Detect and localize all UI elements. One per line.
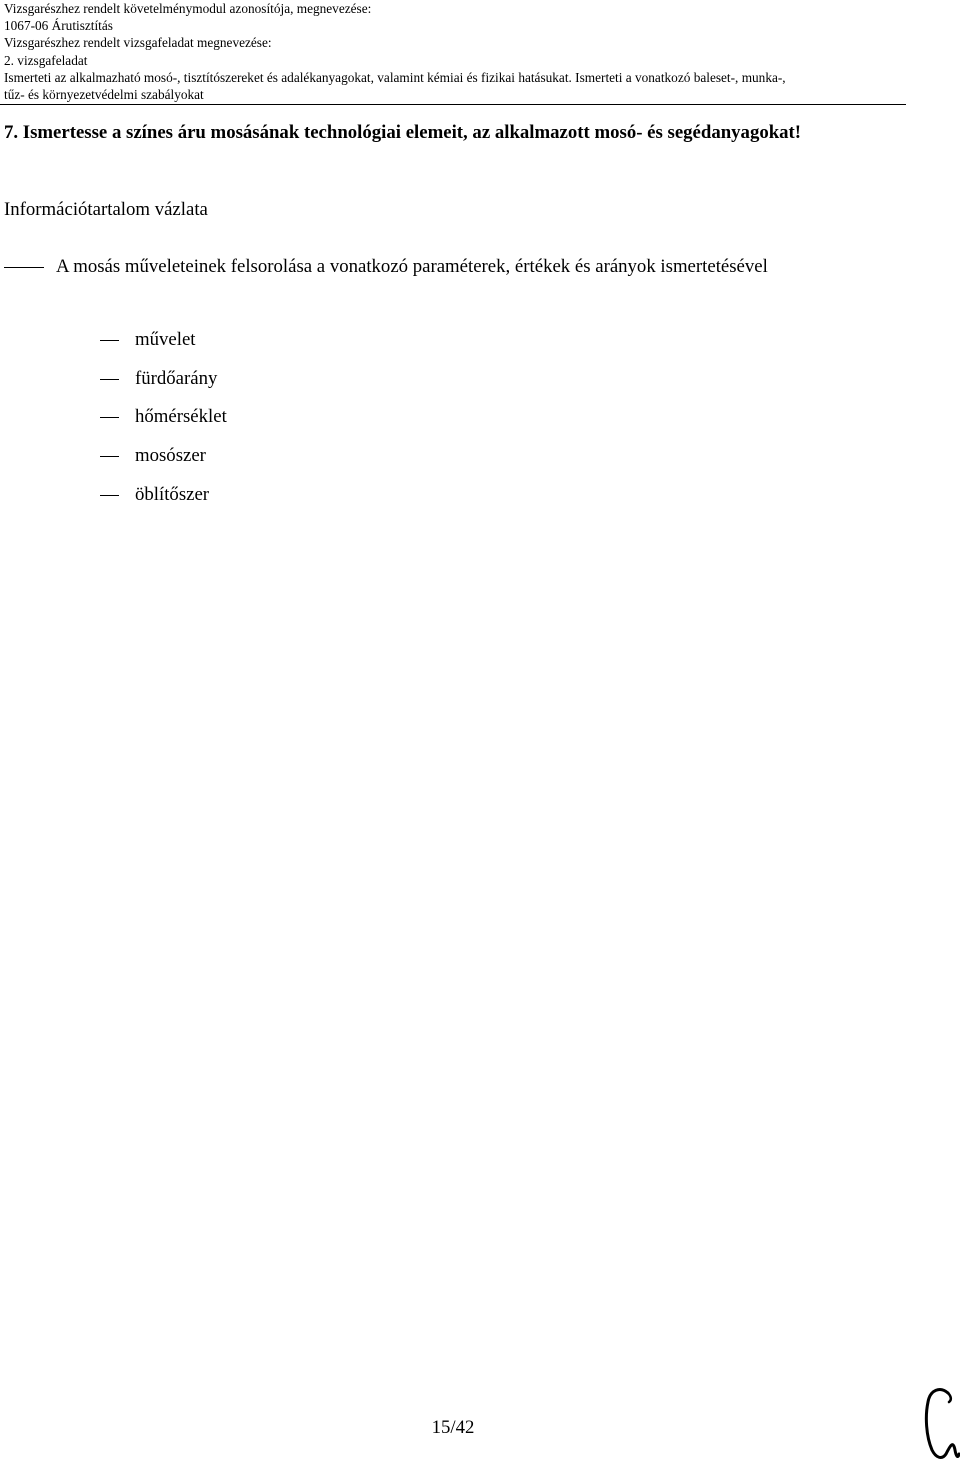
outline-sub-item-text: hőmérséklet: [135, 406, 227, 427]
header-divider: [0, 104, 906, 105]
outline-sub-item-text: mosószer: [135, 445, 206, 466]
outline-sub-item-text: öblítőszer: [135, 484, 210, 505]
page-number: 15/42: [431, 1417, 475, 1438]
header-module-name: 1067-06 Árutisztítás: [4, 18, 113, 34]
header-description-line-1: Ismerteti az alkalmazható mosó-, tisztítószereket és adalékanyagokat, valamint kémiai és fizikai hatásukat. Ismerteti a vonatkozó baleset-, munka-,: [4, 69, 786, 85]
header-task-name: 2. vizsgafeladat: [4, 52, 88, 68]
dash-bullet-icon: [4, 267, 44, 268]
dash-bullet-icon: [100, 340, 119, 341]
outline-heading: Információtartalom vázlata: [4, 199, 208, 220]
dash-bullet-icon: [100, 495, 119, 496]
signature-mark: [918, 1384, 960, 1463]
outline-main-item-text: A mosás műveleteinek felsorolása a vonatkozó paraméterek, értékek és arányok ismertetésével: [56, 256, 768, 277]
question-title: 7. Ismertesse a színes áru mosásának technológiai elemeit, az alkalmazott mosó- és segédanyagokat!: [4, 122, 802, 143]
outline-sub-item-text: művelet: [135, 329, 196, 350]
document-header: [4, 0, 904, 103]
header-task-label: Vizsgarészhez rendelt vizsgafeladat megnevezése:: [4, 35, 272, 51]
dash-bullet-icon: [100, 456, 119, 457]
header-module-label: Vizsgarészhez rendelt követelménymodul azonosítója, megnevezése:: [4, 1, 372, 16]
header-description-line-2: tűz- és környezetvédelmi szabályokat: [4, 87, 204, 103]
dash-bullet-icon: [100, 417, 119, 418]
outline-sub-item-text: fürdőarány: [135, 368, 218, 389]
dash-bullet-icon: [100, 379, 119, 380]
